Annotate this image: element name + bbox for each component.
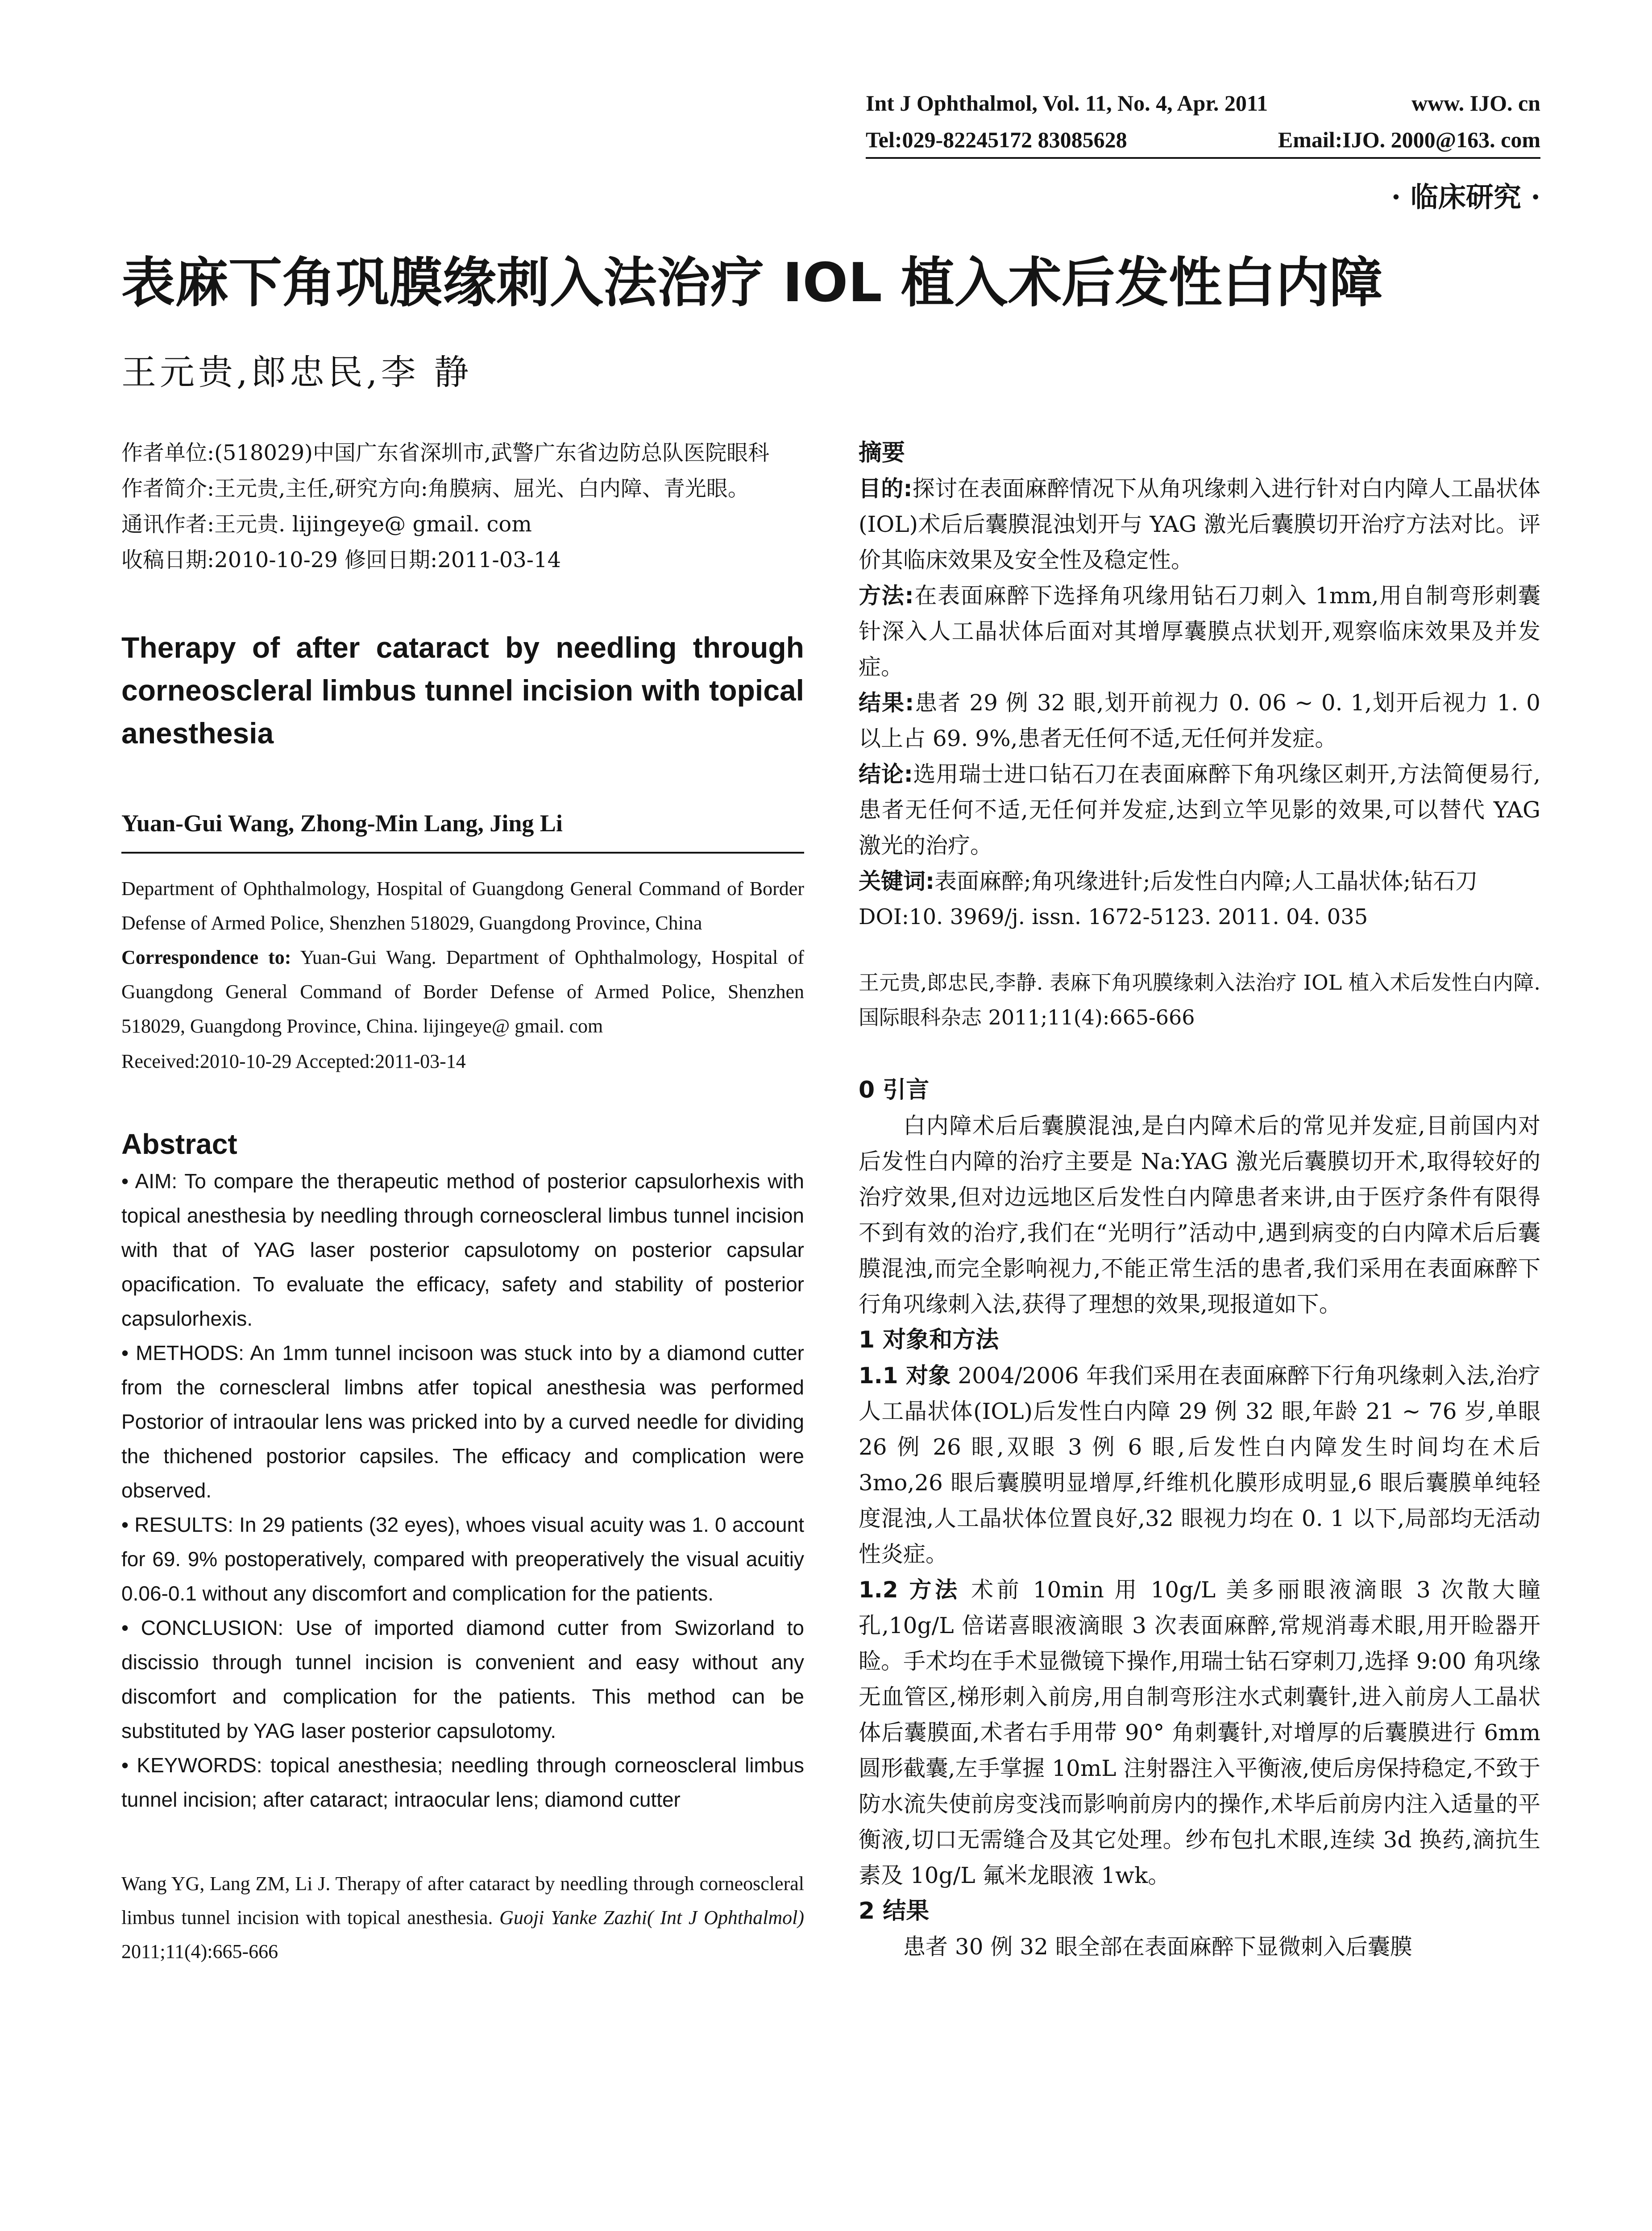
abstract-cn-keywords (859, 863, 1540, 899)
author-profile: 作者简介:王元贵,主任,研究方向:角膜病、屈光、白内障、青光眼。 (121, 476, 749, 501)
abstract-conclusion: • CONCLUSION: Use of imported diamond cutter from Swizorland to discissio through tunnel incision is convenient and easy without any discomfort and complication for the patients. This method can be substituted by YAG laser posterior capsulotomy. (121, 1616, 804, 1742)
authors-en: Yuan-Gui Wang, Zhong-Min Lang, Jing Li (121, 810, 563, 837)
abstract-cn-methods-text: 在表面麻醉下选择角巩缘用钻石刀刺入 1mm,用自制弯形刺囊针深入人工晶状体后面对其增厚囊膜点状划开,观察临床效果及并发症。 (859, 583, 1541, 680)
author-rule (121, 852, 804, 854)
receive-dates: 收稿日期:2010-10-29 修回日期:2011-03-14 (121, 547, 561, 572)
citation-en-journal: Guoji Yanke Zazhi( Int J Ophthalmol) (499, 1907, 805, 1928)
journal-website: www. IJO. cn (1411, 91, 1540, 116)
abstract-cn-conclusion-text: 选用瑞士进口钻石刀在表面麻醉下角巩缘区刺开,方法简便易行,患者无任何不适,无任何并发症,达到立竿见影的效果,可以替代 YAG 激光的治疗。 (859, 761, 1540, 858)
correspondence (121, 940, 804, 1043)
corresponding-author: 通讯作者:王元贵. lijingeye@ gmail. com (121, 512, 532, 537)
header-rule (866, 157, 1540, 159)
abstract-en (121, 1164, 804, 1817)
abstract-cn-keywords-label: 关键词: (859, 868, 934, 894)
methods-heading: 1 对象和方法 (859, 1327, 999, 1353)
method-paragraph (859, 1572, 1540, 1893)
citation-en-text: Wang YG, Lang ZM, Li J. Therapy of after cataract by needling through corneoscleral limbus tunnel incision with topical anesthesia. (121, 1873, 804, 1928)
abstract-keywords: • KEYWORDS: topical anesthesia; needling through corneoscleral limbus tunnel incision; after cataract; intraocular lens; diamond cutter (121, 1754, 804, 1811)
journal-info: Int J Ophthalmol, Vol. 11, No. 4, Apr. 2011 (866, 91, 1268, 116)
section-label: · 临床研究 · (1391, 181, 1540, 213)
received-dates: Received:2010-10-29 Accepted:2011-03-14 (121, 1050, 466, 1072)
abstract-cn-conclusion (859, 756, 1540, 863)
left-column (121, 435, 804, 1969)
results-heading: 2 结果 (859, 1898, 930, 1924)
abstract-aim: • AIM: To compare the therapeutic method of posterior capsulorhexis with topical anesthesia by needling through corneoscleral limbus tunnel incision with that of YAG laser posterior capsulotomy on posterior capsular opacification. To evaluate the efficacy, safety and stability of posterior capsulorhexis. (121, 1169, 804, 1330)
department: Department of Ophthalmology, Hospital of Guangdong General Command of Border Defense of Armed Police, Shenzhen 518029, Guangdong Province, China (121, 878, 804, 934)
authors-cn: 王元贵,郎忠民,李 静 (121, 352, 473, 393)
abstract-cn-aim-text: 探讨在表面麻醉情况下从角巩缘刺入进行针对白内障人工晶状体(IOL)术后后囊膜混浊划开与 YAG 激光后囊膜切开治疗方法对比。评价其临床效果及安全性及稳定性。 (859, 476, 1540, 573)
affiliation-unit: 作者单位:(518029)中国广东省深圳市,武警广东省边防总队医院眼科 (121, 440, 770, 465)
journal-email: Email:IJO. 2000@163. com (1278, 127, 1540, 152)
citation-en (121, 1867, 804, 1969)
correspondence-text: Yuan-Gui Wang. Department of Ophthalmology, Hospital of Guangdong General Command of Border Defense of Armed Police, Shenzhen 518029, Guangdong Province, China. lijingeye@ gmail. com (121, 946, 804, 1037)
method-text: 术前 10min 用 10g/L 美多丽眼液滴眼 3 次散大瞳孔,10g/L 倍诺喜眼液滴眼 3 次表面麻醉,常规消毒术眼,用开睑器开睑。手术均在手术显微镜下操作,用瑞士钻石穿刺刀,选择 9:00 角巩缘无血管区,梯形刺入前房,用自制弯形注水式刺囊针,进入前房人工晶状体后囊膜面,术者右手用带 90° 角刺囊针,对增厚的后囊膜进行 6mm 圆形截囊,左手掌握 10mL 注射器注入平衡液,使后房保持稳定,不致于防水流失使前房变浅而影响前房内的操作,术毕后前房内注入适量的平衡液,切口无需缝合及其它处理。纱布包扎术眼,连续 3d 换药,滴抗生素及 10g/L 氟米龙眼液 1wk。 (859, 1577, 1540, 1888)
method-label: 1.2 方法 (859, 1577, 961, 1603)
abstract-cn-methods-label: 方法: (859, 583, 914, 609)
journal-tel: Tel:029-82245172 83085628 (866, 127, 1127, 152)
article-title-en: Therapy of after cataract by needling through corneoscleral limbus tunnel incision with topical anesthesia (121, 631, 804, 750)
subjects-paragraph (859, 1358, 1540, 1572)
abstract-cn-heading: 摘要 (859, 440, 905, 466)
subjects-label: 1.1 对象 (859, 1363, 951, 1389)
abstract-cn-results (859, 685, 1540, 756)
running-header (866, 85, 1540, 158)
results-paragraph: 患者 30 例 32 眼全部在表面麻醉下显微刺入后囊膜 (903, 1934, 1412, 1960)
correspondence-label: Correspondence to: (121, 946, 291, 968)
abstract-cn-results-label: 结果: (859, 690, 914, 716)
abstract-cn-aim (859, 471, 1540, 578)
abstract-cn-results-text: 患者 29 例 32 眼,划开前视力 0. 06 ~ 0. 1,划开后视力 1. 0 以上占 69. 9%,患者无任何不适,无任何并发症。 (859, 690, 1540, 751)
department-block (121, 871, 804, 1078)
abstract-cn-keywords-text: 表面麻醉;角巩缘进针;后发性白内障;人工晶状体;钻石刀 (934, 868, 1478, 894)
subjects-text: 2004/2006 年我们采用在表面麻醉下行角巩缘刺入法,治疗人工晶状体(IOL)后发性白内障 29 例 32 眼,年龄 21 ~ 76 岁,单眼 26 例 26 眼,双眼 3 例 6 眼,后发性白内障发生时间均在术后 3mo,26 眼后囊膜明显增厚,纤维机化膜形成明显,6 眼后囊膜单纯轻度混浊,人工晶状体位置良好,32 眼视力均在 0. 1 以下,局部均无活动性炎症。 (859, 1363, 1540, 1567)
abstract-heading: Abstract (121, 1128, 237, 1160)
abstract-cn-methods (859, 578, 1540, 685)
intro-paragraph: 白内障术后后囊膜混浊,是白内障术后的常见并发症,目前国内对后发性白内障的治疗主要是 Na:YAG 激光后囊膜切开术,取得较好的治疗效果,但对边远地区后发性白内障患者来讲,由于医疗条件有限得不到有效的治疗,我们在“光明行”活动中,遇到病变的白内障术后后囊膜混浊,而完全影响视力,不能正常生活的患者,我们采用在表面麻醉下行角巩缘刺入法,获得了理想的效果,现报道如下。 (859, 1113, 1540, 1317)
article-title-cn: 表麻下角巩膜缘刺入法治疗 IOL 植入术后发性白内障 (121, 252, 1383, 314)
abstract-cn-conclusion-label: 结论: (859, 761, 913, 787)
abstract-cn-aim-label: 目的: (859, 476, 913, 502)
affiliation-block (121, 435, 804, 578)
abstract-cn (859, 471, 1540, 935)
citation-cn: 王元贵,郎忠民,李静. 表麻下角巩膜缘刺入法治疗 IOL 植入术后发性白内障. 国际眼科杂志 2011;11(4):665-666 (859, 970, 1540, 1029)
intro-heading: 0 引言 (859, 1077, 930, 1103)
right-column (859, 435, 1540, 1965)
citation-en-tail: 2011;11(4):665-666 (121, 1941, 278, 1962)
abstract-methods: • METHODS: An 1mm tunnel incisoon was stuck into by a diamond cutter from the cornescleral limbns atfer topical anesthesia was performed Postorior of intraoular lens was pricked into by a curved needle for dividing the thichened postorior capsiles. The efficacy and complication were observed. (121, 1341, 804, 1502)
abstract-results: • RESULTS: In 29 patients (32 eyes), whoes visual acuity was 1. 0 account for 69. 9% postoperatively, compared with preoperatively the visual acuitiy 0.06-0.1 without any discomfort and complication for the patients. (121, 1513, 804, 1605)
doi: DOI:10. 3969/j. issn. 1672-5123. 2011. 04. 035 (859, 904, 1368, 929)
